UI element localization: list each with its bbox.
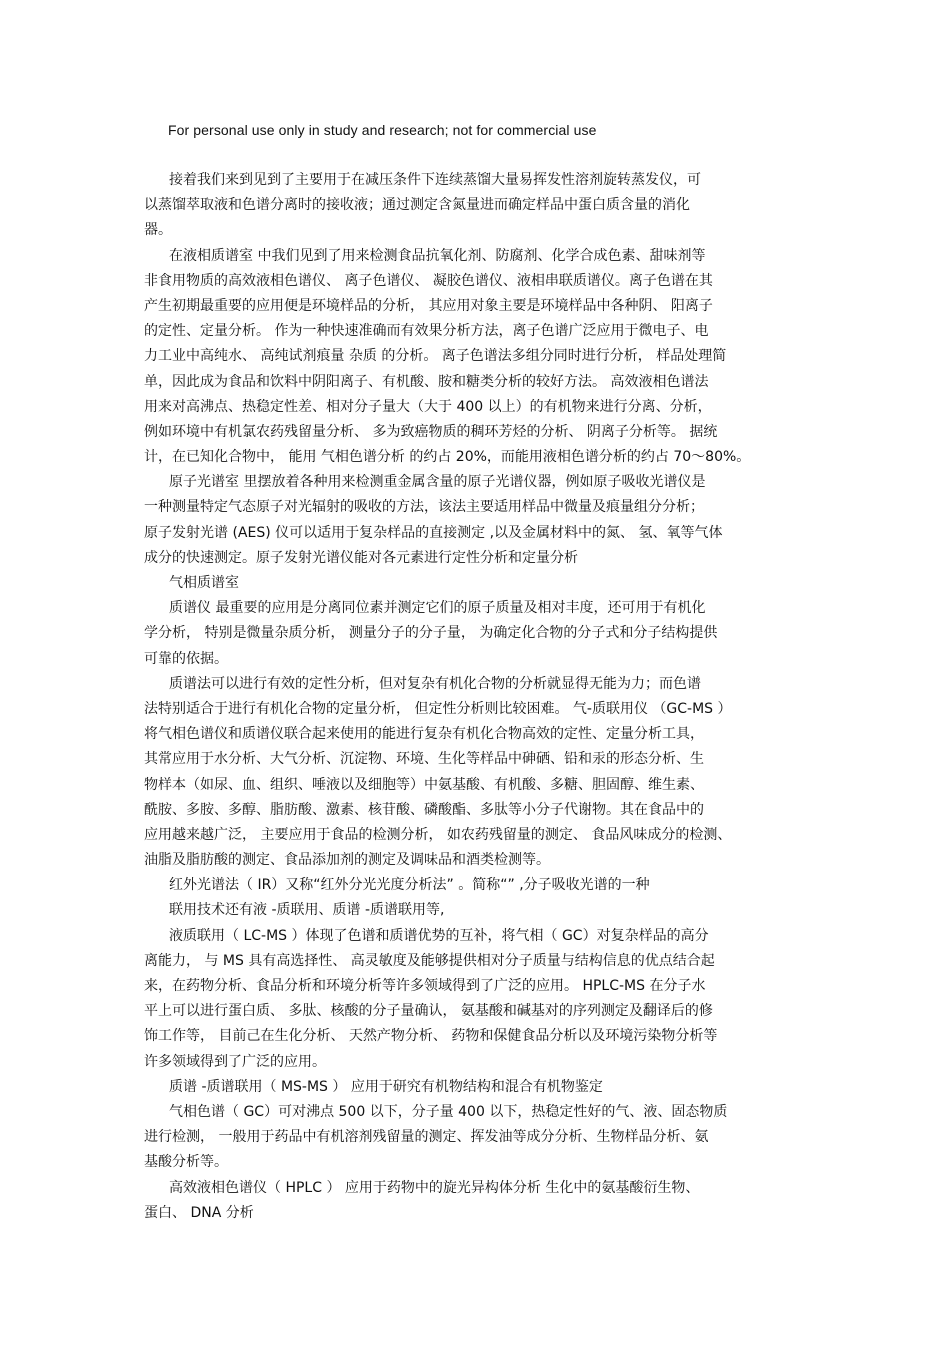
text-line: 非食用物质的高效液相色谱仪、 离子色谱仪、 凝胶色谱仪、液相串联质谱仪。离子色谱在其 <box>144 272 713 289</box>
text-line: 质谱仪 最重要的应用是分离同位素并测定它们的原子质量及相对丰度，还可用于有机化 <box>169 600 706 617</box>
text-line: 成分的快速测定。原子发射光谱仪能对各元素进行定性分析和定量分析 <box>144 549 578 566</box>
text-line: 联用技术还有液 -质联用、质谱 -质谱联用等, <box>169 902 445 919</box>
section-heading: 气相质谱室 <box>169 575 239 591</box>
usage-notice: For personal use only in study and research; not for commercial use <box>168 122 597 138</box>
text-line: 学分析， 特别是微量杂质分析， 测量分子的分子量， 为确定化合物的分子式和分子结构提供 <box>144 625 718 642</box>
text-line: 的定性、定量分析。 作为一种快速准确而有效果分析方法，离子色谱广泛应用于微电子、电 <box>144 323 709 340</box>
text-line: 计，在已知化合物中， 能用 气相色谱分析 的约占 20%，而能用液相色谱分析的约占 70～80%。 <box>144 449 751 466</box>
text-line: 应用越来越广泛， 主要应用于食品的检测分析， 如农药残留量的测定、 食品风味成分的检测、 <box>144 826 732 843</box>
text-line: 平上可以进行蛋白质、 多肽、核酸的分子量确认， 氨基酸和碱基对的序列测定及翻译后的修 <box>144 1003 713 1020</box>
text-line: 以蒸馏萃取液和色谱分离时的接收液；通过测定含氮量进而确定样品中蛋白质含量的消化 <box>144 197 690 214</box>
text-line: 进行检测， 一般用于药品中有机溶剂残留量的测定、挥发油等成分分析、生物样品分析、氨 <box>144 1129 709 1146</box>
text-line: 来，在药物分析、食品分析和环境分析等许多领域得到了广泛的应用。 HPLC-MS 在分子水 <box>144 978 706 994</box>
text-line: 单，因此成为食品和饮料中阴阳离子、有机酸、胺和糖类分析的较好方法。 高效液相色谱法 <box>144 373 709 390</box>
text-line: 气相色谱（ GC）可对沸点 500 以下，分子量 400 以下，热稳定性好的气、液、固态物质 <box>169 1103 728 1120</box>
text-line: 其常应用于水分析、大气分析、沉淀物、环境、生化等样品中砷硒、铅和汞的形态分析、生 <box>144 751 704 768</box>
text-line: 可靠的依据。 <box>144 650 228 667</box>
text-line: 物样本（如尿、血、组织、唾液以及细胞等）中氨基酸、有机酸、多糖、胆固醇、维生素、 <box>144 776 704 793</box>
text-line: 质谱法可以进行有效的定性分析，但对复杂有机化合物的分析就显得无能为力；而色谱 <box>169 675 701 692</box>
text-line: 接着我们来到见到了主要用于在减压条件下连续蒸馏大量易挥发性溶剂旋转蒸发仪，可 <box>169 172 701 188</box>
text-line: 力工业中高纯水、 高纯试剂痕量 杂质 的分析。 离子色谱法多组分同时进行分析， 样品处理简 <box>144 348 727 365</box>
text-line: 原子发射光谱 (AES) 仪可以适用于复杂样品的直接测定 ,以及金属材料中的氮、 氢、氧等气体 <box>144 524 723 541</box>
text-line: 在液相质谱室 中我们见到了用来检测食品抗氧化剂、防腐剂、化学合成色素、甜味剂等 <box>169 247 706 264</box>
text-line: 酰胺、多胺、多醇、脂肪酸、激素、核苷酸、磷酸酯、多肽等小分子代谢物。其在食品中的 <box>144 801 704 818</box>
text-line: 离能力， 与 MS 具有高选择性、 高灵敏度及能够提供相对分子质量与结构信息的优点结合起 <box>144 952 715 969</box>
text-line: 高效液相色谱仪（ HPLC ） 应用于药物中的旋光异构体分析 生化中的氨基酸衍生物、 <box>169 1179 700 1196</box>
text-line: 用来对高沸点、热稳定性差、相对分子量大（大于 400 以上）的有机物来进行分离、分析， <box>144 398 712 415</box>
body-text <box>144 168 824 1226</box>
text-line: 蛋白、 DNA 分析 <box>144 1204 254 1221</box>
text-line: 器。 <box>144 222 172 239</box>
text-line: 一种测量特定气态原子对光辐射的吸收的方法，该法主要适用样品中微量及痕量组分分析； <box>144 499 704 516</box>
text-line: 油脂及脂肪酸的测定、食品添加剂的测定及调味品和酒类检测等。 <box>144 852 550 869</box>
text-line: 基酸分析等。 <box>144 1154 228 1171</box>
text-line: 原子光谱室 里摆放着各种用来检测重金属含量的原子光谱仪器，例如原子吸收光谱仪是 <box>169 474 706 491</box>
text-line: 红外光谱法（ IR）又称“红外分光光度分析法” 。简称“” ,分子吸收光谱的一种 <box>169 877 650 894</box>
text-line: 许多领域得到了广泛的应用。 <box>144 1053 326 1070</box>
text-line: 将气相色谱仪和质谱仪联合起来使用的能进行复杂有机化合物高效的定性、定量分析工具， <box>144 726 704 743</box>
text-line: 例如环境中有机氯农药残留量分析、 多为致癌物质的稠环芳烃的分析、 阴离子分析等。 据统 <box>144 423 718 440</box>
text-line: 产生初期最重要的应用便是环境样品的分析， 其应用对象主要是环境样品中各种阴、 阳离子 <box>144 297 713 314</box>
text-line: 饰工作等， 目前己在生化分析、 天然产物分析、 药物和保健食品分析以及环境污染物分析等 <box>144 1028 718 1045</box>
text-line: 质谱 -质谱联用（ MS-MS ） 应用于研究有机物结构和混合有机物鉴定 <box>169 1078 603 1095</box>
text-line: 液质联用（ LC-MS ）体现了色谱和质谱优势的互补，将气相（ GC）对复杂样品的高分 <box>169 927 709 944</box>
text-line: 法特别适合于进行有机化合物的定量分析， 但定性分析则比较困难。 气-质联用仪 （GC-MS ） <box>144 700 732 717</box>
